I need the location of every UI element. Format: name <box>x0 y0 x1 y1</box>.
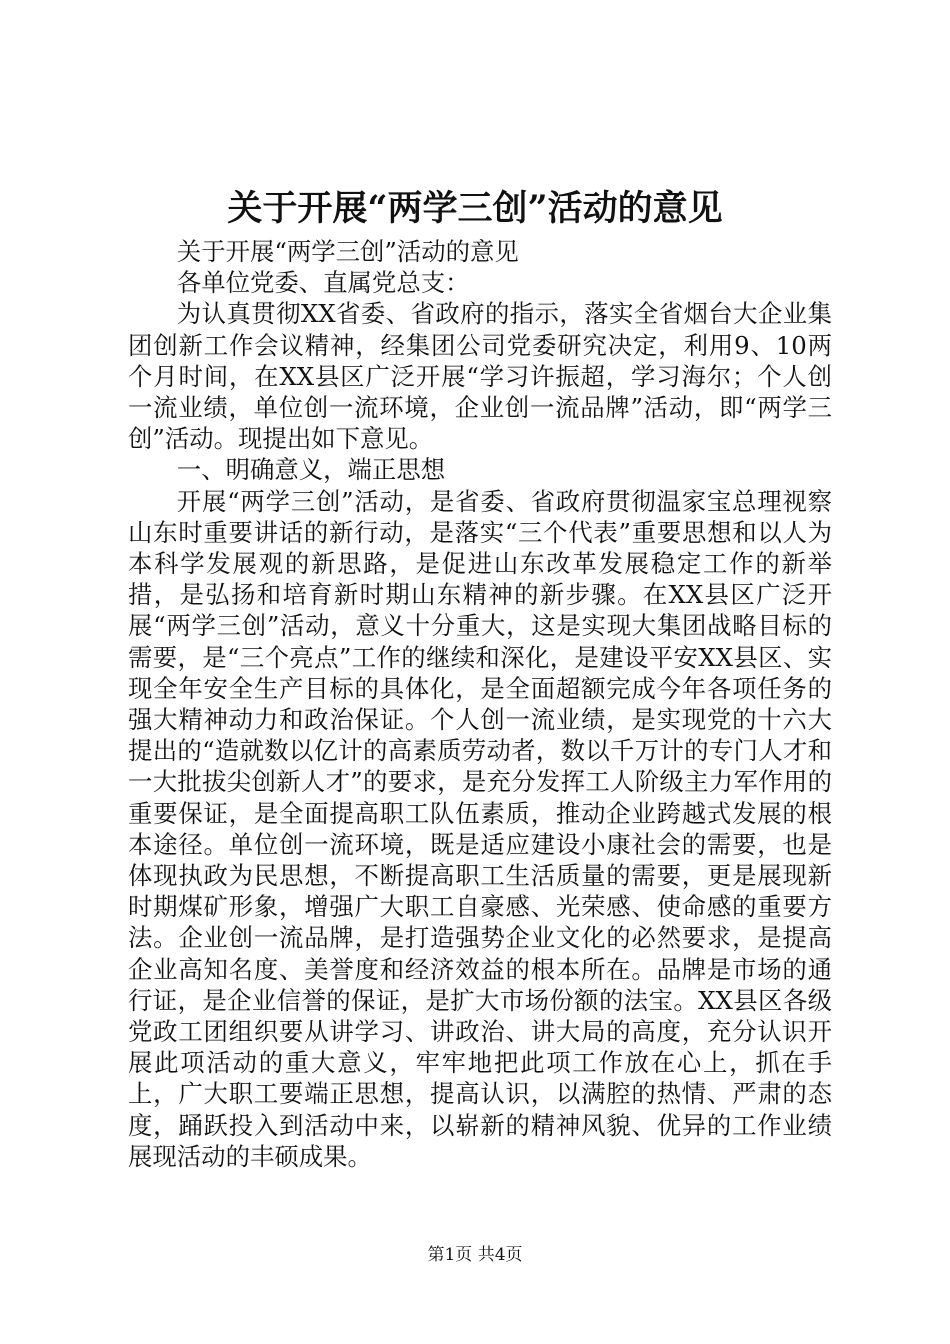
intro-paragraph: 为认真贯彻XX省委、省政府的指示，落实全省烟台大企业集团创新工作会议精神，经集团公司党委研究决定，利用9、10两个月时间，在XX县区广泛开展“学习许振超，学习海尔；个人创一流业绩，单位创一流环境，企业创一流品牌”活动，即“两学三创”活动。现提出如下意见。 <box>128 299 832 454</box>
document-body <box>128 236 832 1172</box>
body-paragraph: 开展“两学三创”活动，是省委、省政府贯彻温家宝总理视察山东时重要讲话的新行动，是落实“三个代表”重要思想和以人为本科学发展观的新思路，是促进山东改革发展稳定工作的新举措，是弘扬和培育新时期山东精神的新步骤。在XX县区广泛开展“两学三创”活动，意义十分重大，这是实现大集团战略目标的需要，是“三个亮点”工作的继续和深化，是建设平安XX县区、实现全年安全生产目标的具体化，是全面超额完成今年各项任务的强大精神动力和政治保证。个人创一流业绩，是实现党的十六大提出的“造就数以亿计的高素质劳动者，数以千万计的专门人才和一大批拔尖创新人才”的要求，是充分发挥工人阶级主力军作用的重要保证，是全面提高职工队伍素质，推动企业跨越式发展的根本途径。单位创一流环境，既是适应建设小康社会的需要，也是体现执政为民思想，不断提高职工生活质量的需要，更是展现新时期煤矿形象，增强广大职工自豪感、光荣感、使命感的重要方法。企业创一流品牌，是打造强势企业文化的必然要求，是提高企业高知名度、美誉度和经济效益的根本所在。品牌是市场的通行证，是企业信誉的保证，是扩大市场份额的法宝。XX县区各级党政工团组织要从讲学习、讲政治、讲大局的高度，充分认识开展此项活动的重大意义，牢牢地把此项工作放在心上，抓在手上，广大职工要端正思想，提高认识，以满腔的热情、严肃的态度，踊跃投入到活动中来，以崭新的精神风貌、优异的工作业绩展现活动的丰硕成果。 <box>128 486 832 1171</box>
page-number-footer: 第1页 共4页 <box>427 1245 523 1265</box>
salutation: 各单位党委、直属党总支： <box>176 268 470 298</box>
section-heading: 一、明确意义，端正思想 <box>176 455 446 485</box>
body-subtitle: 关于开展“两学三创”活动的意见 <box>176 237 519 266</box>
document-title: 关于开展“两学三创”活动的意见 <box>227 188 723 229</box>
